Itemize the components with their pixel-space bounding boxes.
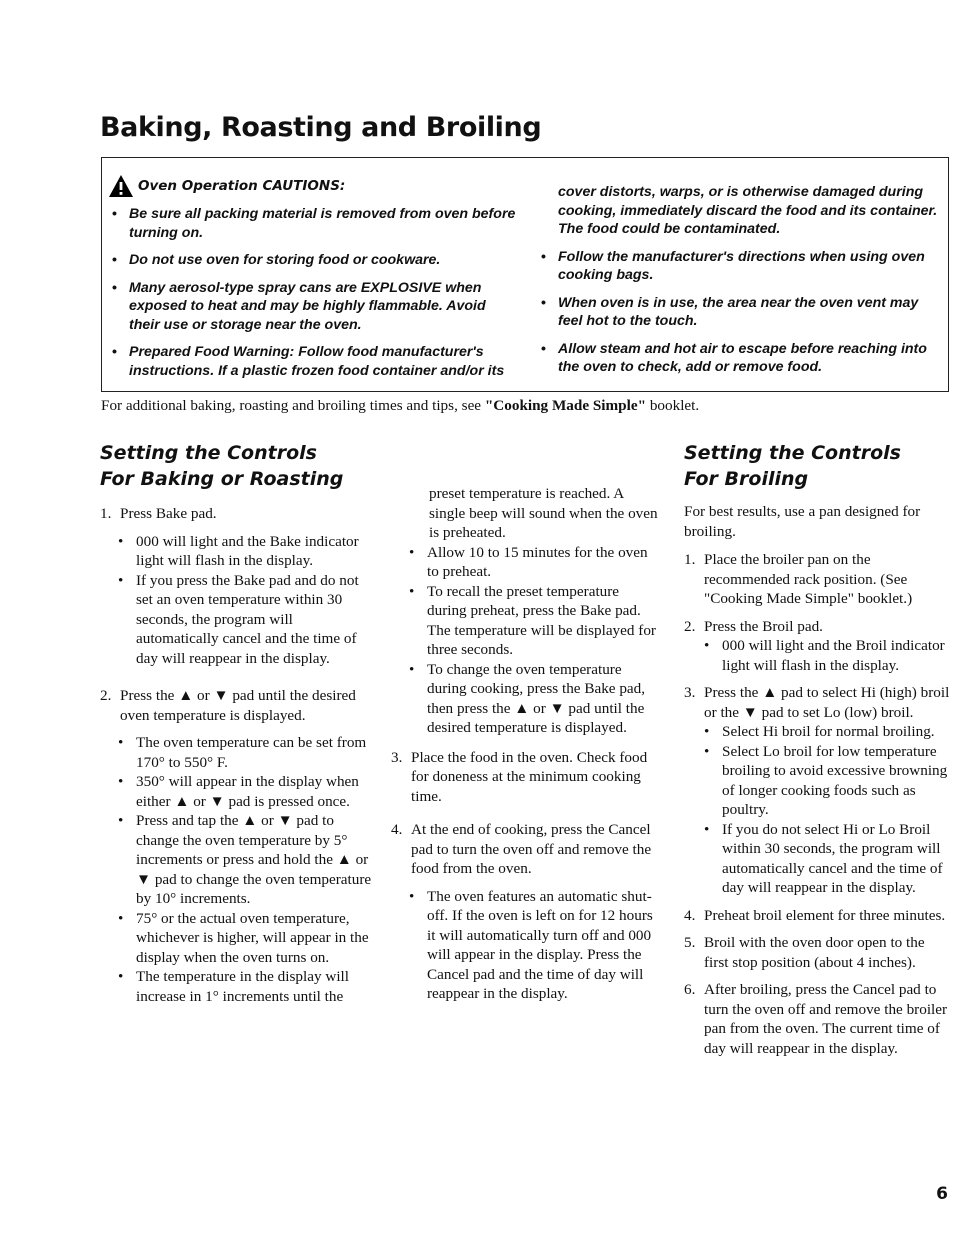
bake-step2-bullet: • 75° or the actual oven temperature, whichever is higher, will appear in the display when the oven turns on. xyxy=(118,909,372,968)
step-text: Press Bake pad. xyxy=(120,505,217,522)
bake-step4-bullet: • The oven features an automatic shut-off. If the oven is left on for 12 hours it will automatically turn off and 000 will appear in the display. Press the Cancel pad and the time of day will reappear in the display. xyxy=(409,887,661,1004)
caution-item: • Allow steam and hot air to escape before reaching into the oven to check, add or remove food. xyxy=(539,340,942,377)
bake-col2-bullet: • Allow 10 to 15 minutes for the oven to preheat. xyxy=(409,543,661,582)
bake-step2-bullet: • Press and tap the ▲ or ▼ pad to change the oven temperature by 5° increments or press and hold the ▲ or ▼ pad to change the oven temperature by 10° increments. xyxy=(118,811,372,909)
warning-icon xyxy=(108,174,134,198)
bake-step1-bullet: • 000 will light and the Bake indicator light will flash in the display. xyxy=(118,532,372,571)
step-text: Press the ▲ pad to select Hi (high) broil or the ▼ pad to set Lo (low) broil. xyxy=(704,684,950,721)
bake-heading-line1: Setting the Controls xyxy=(100,442,317,464)
caution-right-column xyxy=(539,183,942,386)
bake-column-1 xyxy=(100,440,372,1006)
caution-left-column xyxy=(110,174,517,389)
broil-step-4 xyxy=(684,906,950,926)
step-number: 6. xyxy=(684,981,696,998)
caution-box xyxy=(101,157,949,392)
broil-step-6 xyxy=(684,980,950,1058)
step-number: 2. xyxy=(100,687,112,704)
step-number: 2. xyxy=(684,617,696,635)
broil-step3-bullet: • Select Hi broil for normal broiling. xyxy=(704,722,950,742)
step-text: Broil with the oven door open to the first stop position (about 4 inches). xyxy=(704,934,925,971)
broil-column xyxy=(684,440,950,1066)
caution-item: • Prepared Food Warning: Follow food manufacturer's instructions. If a plastic frozen food container and/or its xyxy=(110,343,517,380)
bake-col2-bullet: • To change the oven temperature during cooking, press the Bake pad, then press the ▲ or ▼ pad until the desired temperature is displayed. xyxy=(409,660,661,738)
bake-continuation: preset temperature is reached. A single beep will sound when the oven is preheated. xyxy=(429,485,658,541)
step-text: Press the Broil pad. xyxy=(704,617,823,635)
intro-text xyxy=(101,397,699,415)
intro-before: For additional baking, roasting and broiling times and tips, see xyxy=(101,397,485,414)
step-text: Place the food in the oven. Check food for doneness at the minimum cooking time. xyxy=(411,748,648,805)
broil-step-3 xyxy=(684,683,950,722)
step-number: 3. xyxy=(391,748,403,766)
broil-step-2 xyxy=(684,617,950,637)
step-text: At the end of cooking, press the Cancel pad to turn the oven off and remove the food from the oven. xyxy=(411,821,652,877)
broil-intro: For best results, use a pan designed for broiling. xyxy=(684,503,921,540)
step-number: 5. xyxy=(684,934,696,951)
bake-col2-bullet: • To recall the preset temperature during preheat, press the Bake pad. The temperature will be displayed for three seconds. xyxy=(409,582,661,660)
bake-heading xyxy=(100,440,372,492)
step-number: 4. xyxy=(684,906,696,924)
step-text: After broiling, press the Cancel pad to turn the oven off and remove the broiler pan from the oven. The current time of day will reappear in the display. xyxy=(704,981,948,1057)
bake-step2-bullet: • The oven temperature can be set from 170° to 550° F. xyxy=(118,733,372,772)
caution-item: • Do not use oven for storing food or cookware. xyxy=(110,251,517,270)
caution-item: • Follow the manufacturer's directions when using oven cooking bags. xyxy=(539,248,942,285)
step-number: 3. xyxy=(684,684,696,701)
broil-step3-bullet: • Select Lo broil for low temperature broiling to avoid excessive browning of longer cooking foods such as poultry. xyxy=(704,742,950,820)
bake-step-3 xyxy=(391,748,661,807)
step-text: Preheat broil element for three minutes. xyxy=(704,906,946,924)
broil-heading xyxy=(684,440,950,492)
step-number: 1. xyxy=(100,505,112,522)
caution-heading-text: Oven Operation CAUTIONS: xyxy=(138,177,346,194)
caution-item: • Be sure all packing material is removed from oven before turning on. xyxy=(110,205,517,242)
caution-item: • When oven is in use, the area near the oven vent may feel hot to the touch. xyxy=(539,294,942,331)
step-text: Press the ▲ or ▼ pad until the desired oven temperature is displayed. xyxy=(120,687,356,724)
broil-heading-line2: For Broiling xyxy=(684,468,809,490)
caution-heading xyxy=(108,174,517,198)
bake-step2-bullet: • 350° will appear in the display when either ▲ or ▼ pad is pressed once. xyxy=(118,772,372,811)
intro-booklet-title: "Cooking Made Simple" xyxy=(484,397,647,414)
step-number: 4. xyxy=(391,821,403,838)
bake-step-2 xyxy=(100,686,372,725)
bake-column-2 xyxy=(391,484,661,1004)
bake-step2-bullet: • The temperature in the display will increase in 1° increments until the xyxy=(118,967,372,1006)
caution-item: • Many aerosol-type spray cans are EXPLOSIVE when exposed to heat and may be highly flammable. Avoid their use or storage near the oven. xyxy=(110,279,517,335)
step-number: 1. xyxy=(684,551,696,568)
page-title: Baking, Roasting and Broiling xyxy=(100,112,542,143)
broil-step-5 xyxy=(684,933,950,972)
step-text: Place the broiler pan on the recommended rack position. (See "Cooking Made Simple" booklet.) xyxy=(704,551,913,607)
page-number: 6 xyxy=(936,1184,948,1204)
intro-after: booklet. xyxy=(646,397,700,414)
broil-step3-bullet: • If you do not select Hi or Lo Broil within 30 seconds, the program will automatically cancel and the time of day will reappear in the display. xyxy=(704,820,950,898)
bake-step-1 xyxy=(100,504,372,524)
bake-step-4 xyxy=(391,820,661,879)
caution-continuation: cover distorts, warps, or is otherwise damaged during cooking, immediately discard the food and its container. The food could be contaminated. xyxy=(558,184,938,237)
bake-heading-line2: For Baking or Roasting xyxy=(100,468,344,490)
broil-heading-line1: Setting the Controls xyxy=(684,442,901,464)
bake-step1-bullet: • If you press the Bake pad and do not set an oven temperature within 30 seconds, the program will automatically cancel and the time of day will reappear in the display. xyxy=(118,571,372,669)
broil-step2-bullet: • 000 will light and the Broil indicator light will flash in the display. xyxy=(704,636,950,675)
broil-step-1 xyxy=(684,550,950,609)
